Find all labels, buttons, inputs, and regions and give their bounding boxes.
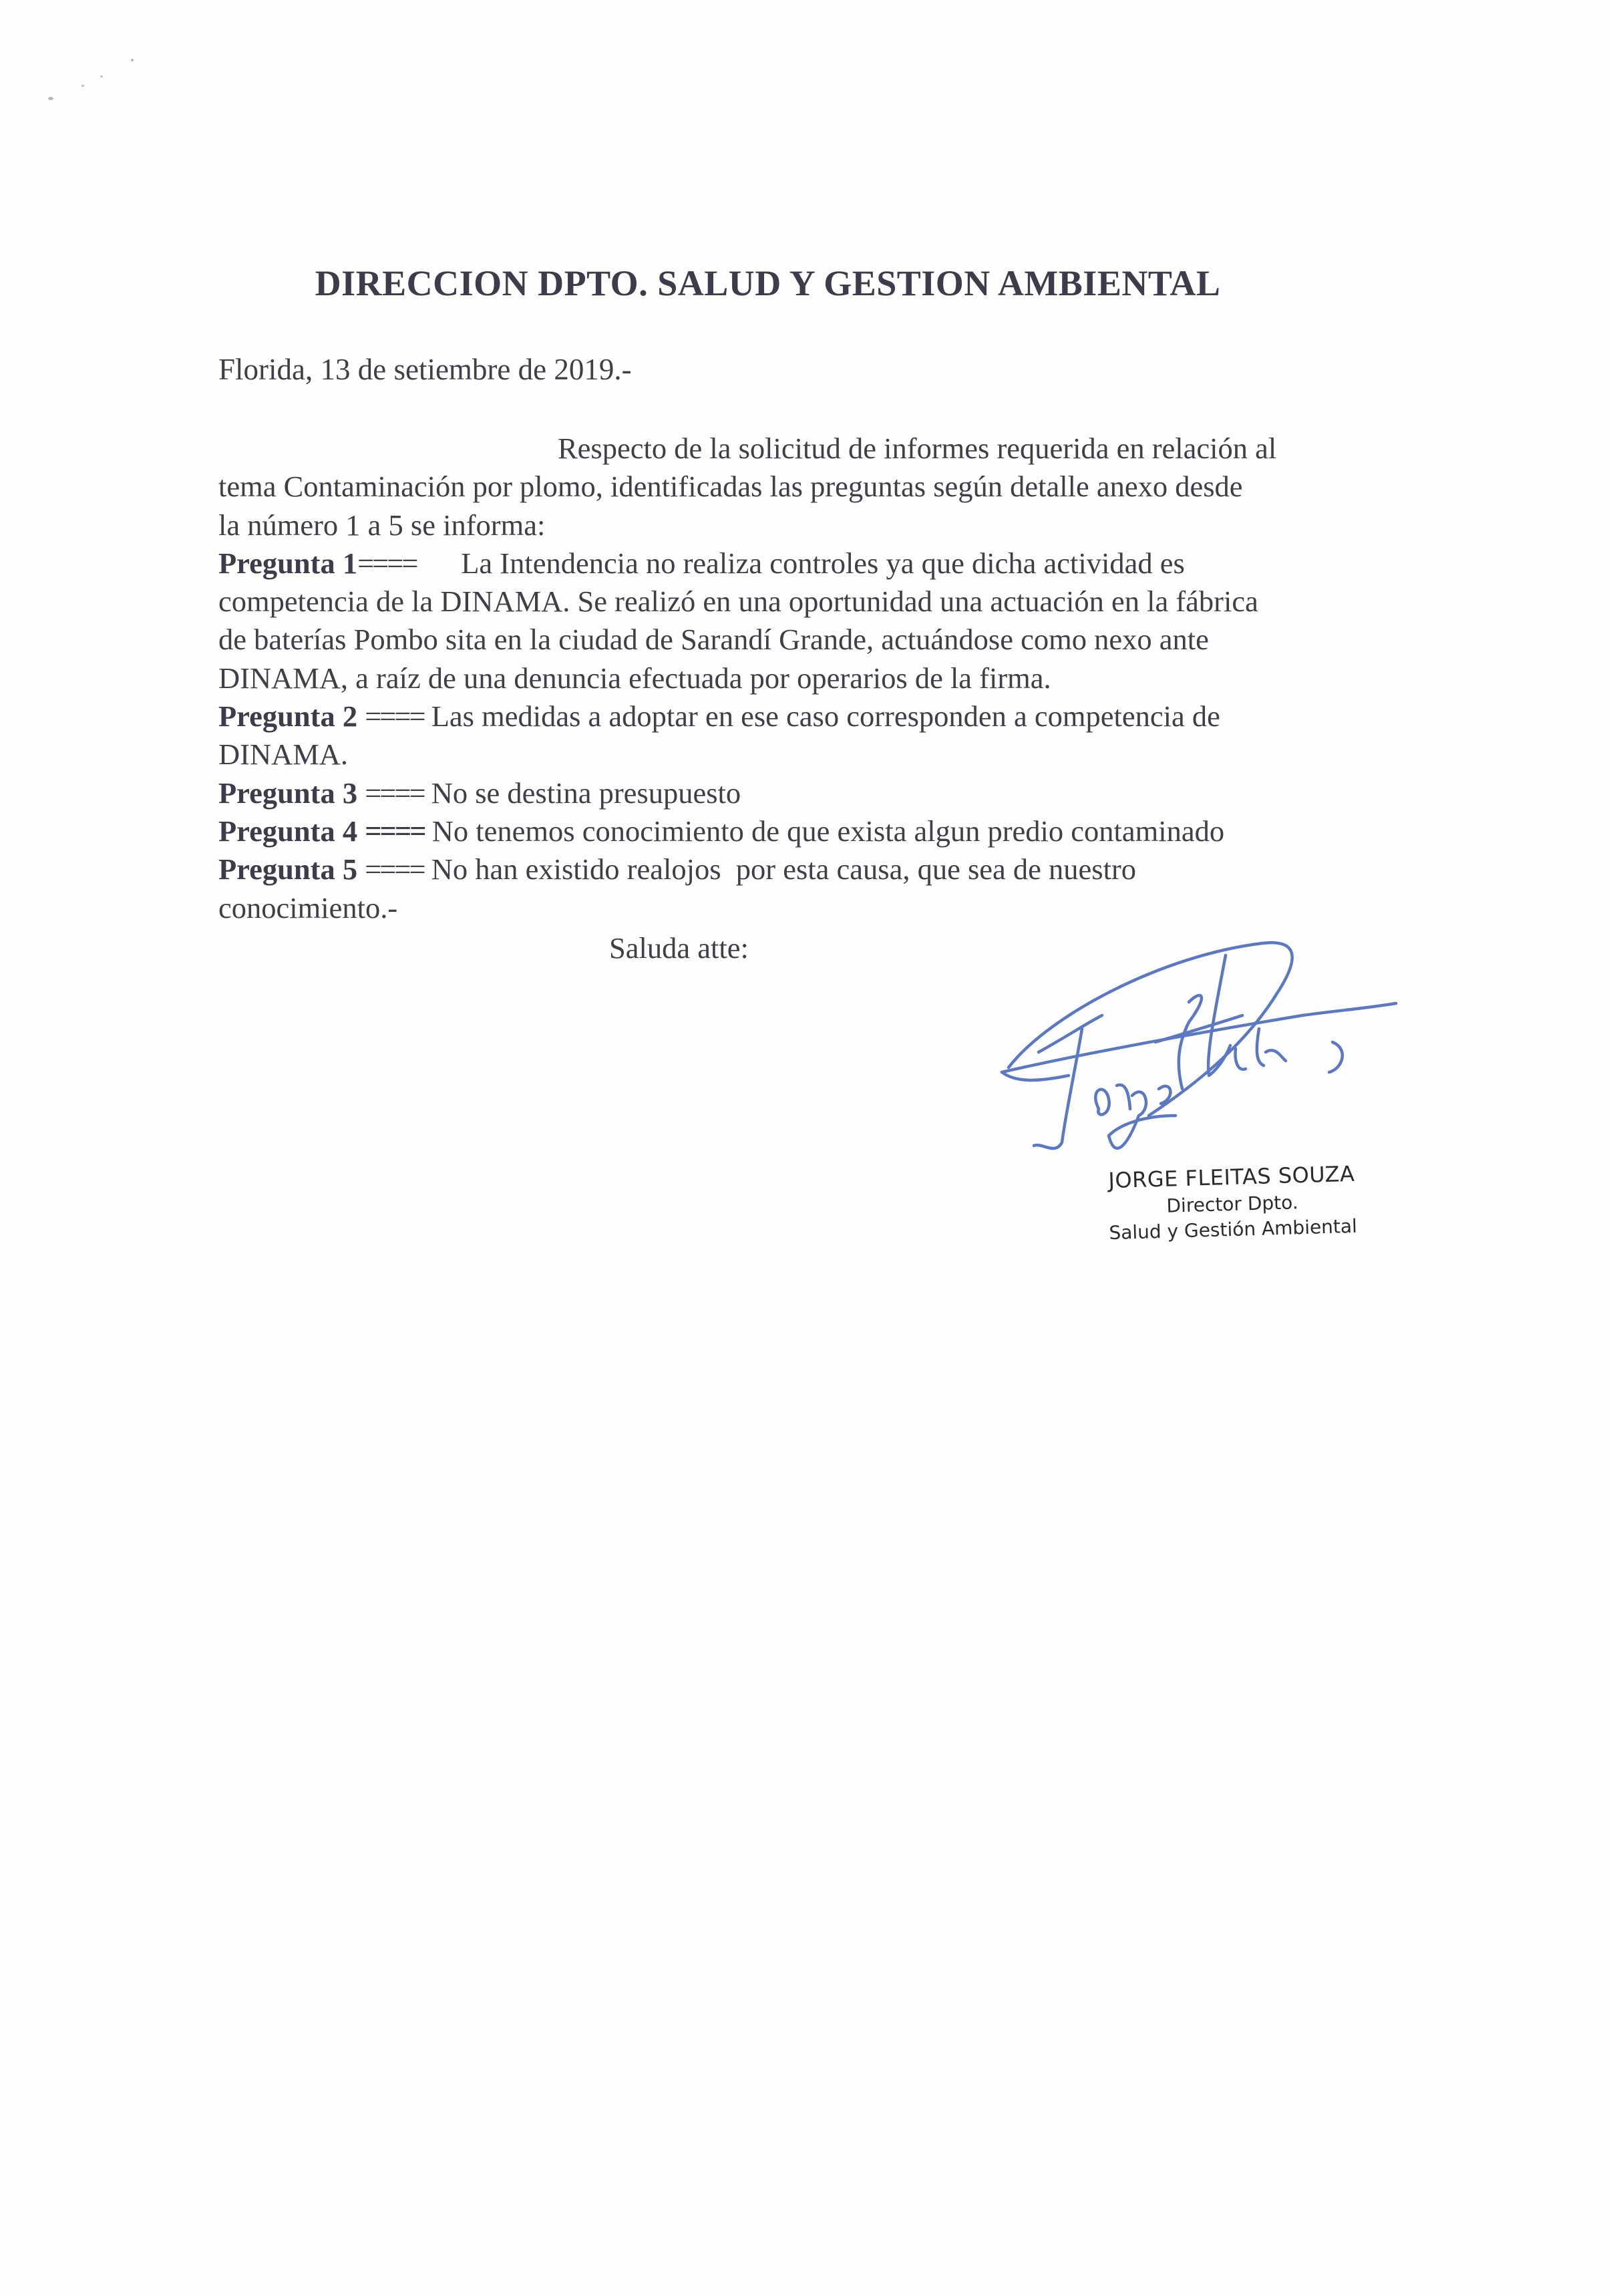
signature-stroke bbox=[1095, 1085, 1176, 1148]
signature-stroke bbox=[1208, 955, 1286, 1076]
answer-text: No han existido realojos por esta causa, que sea de nuestro bbox=[431, 852, 1137, 886]
answer-3 bbox=[218, 774, 1394, 812]
answer-text: competencia de la DINAMA. Se realizó en una oportunidad una actuación en la fábrica bbox=[218, 585, 1258, 619]
scan-speck bbox=[48, 97, 53, 100]
signature-stroke bbox=[1009, 943, 1292, 1116]
date-line: Florida, 13 de setiembre de 2019.- bbox=[218, 353, 632, 386]
intro-line: la número 1 a 5 se informa: bbox=[218, 508, 546, 542]
separator: ==== bbox=[365, 852, 424, 886]
answer-text: DINAMA, a raíz de una denuncia efectuada por operarios de la firma. bbox=[218, 661, 1051, 695]
intro-line: Respecto de la solicitud de informes requerida en relación al bbox=[558, 432, 1277, 465]
separator: ==== bbox=[365, 814, 425, 848]
handwritten-signature bbox=[989, 915, 1403, 1169]
scan-speck bbox=[131, 59, 134, 61]
answer-text: No tenemos conocimiento de que exista algun predio contaminado bbox=[431, 814, 1225, 848]
answer-5 bbox=[218, 850, 1394, 888]
signature-stroke bbox=[1155, 995, 1242, 1089]
signer-block bbox=[1081, 1158, 1383, 1247]
signer-name: JORGE FLEITAS SOUZA bbox=[1107, 1160, 1355, 1194]
question-label: Pregunta 1 bbox=[218, 546, 358, 580]
scan-speck bbox=[81, 85, 84, 87]
question-label: Pregunta 3 bbox=[218, 776, 358, 810]
answer-text: Las medidas a adoptar en ese caso corresponden a competencia de bbox=[431, 699, 1220, 733]
answer-text: DINAMA. bbox=[218, 737, 349, 772]
answer-text: conocimiento.- bbox=[218, 890, 398, 925]
answer-text: La Intendencia no realiza controles ya que dicha actividad es bbox=[461, 546, 1185, 580]
signer-department: Salud y Gestión Ambiental bbox=[1108, 1214, 1358, 1245]
separator: ==== bbox=[365, 699, 424, 733]
answer-text: de baterías Pombo sita en la ciudad de Sarandí Grande, actuándose como nexo ante bbox=[218, 623, 1209, 657]
signature-stroke bbox=[1002, 1072, 1069, 1080]
answer-4 bbox=[218, 812, 1394, 850]
separator: ==== bbox=[365, 776, 424, 810]
answer-text: No se destina presupuesto bbox=[431, 776, 741, 810]
answer-2 bbox=[218, 697, 1394, 735]
question-label: Pregunta 2 bbox=[218, 699, 358, 733]
letter-body bbox=[218, 430, 1394, 927]
question-label: Pregunta 4 bbox=[218, 814, 358, 848]
letter-title: DIRECCION DPTO. SALUD Y GESTION AMBIENTAL bbox=[315, 263, 1221, 303]
signature-stroke bbox=[1329, 1042, 1343, 1072]
intro-line: tema Contaminación por plomo, identificadas las preguntas según detalle anexo desde bbox=[218, 470, 1243, 504]
closing-salutation: Saluda atte: bbox=[609, 931, 749, 965]
question-label: Pregunta 5 bbox=[218, 852, 358, 886]
signer-role: Director Dpto. bbox=[1166, 1191, 1299, 1217]
separator: ==== bbox=[357, 546, 417, 580]
scan-speck bbox=[100, 75, 103, 77]
answer-1 bbox=[218, 544, 1394, 583]
signature-stroke bbox=[1034, 1015, 1102, 1148]
